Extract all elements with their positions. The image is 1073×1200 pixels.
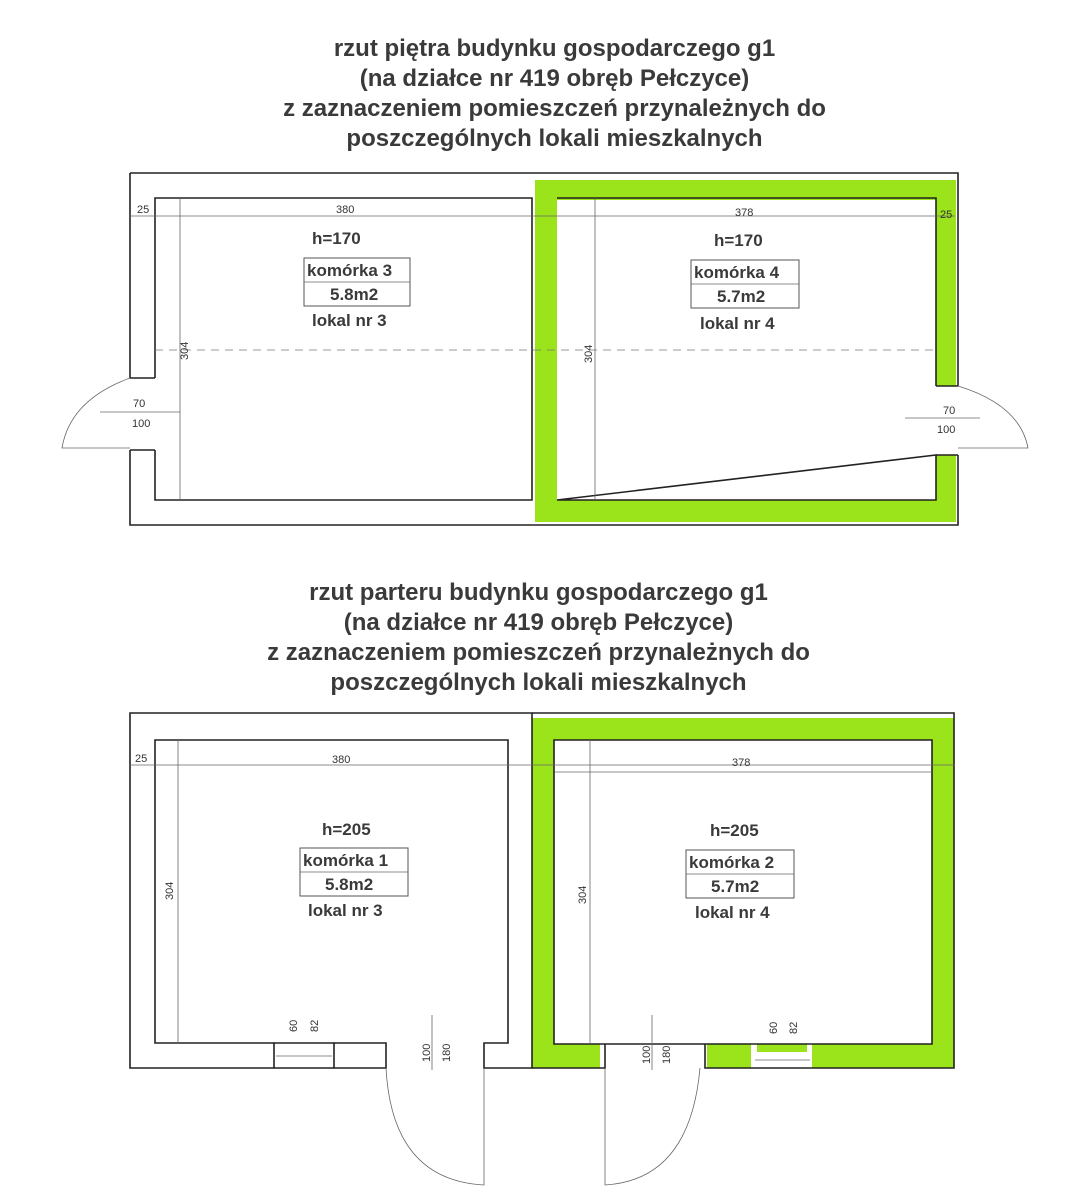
- upper-dim-left-door-w: 70: [133, 398, 146, 410]
- lower-left-door-swing: [386, 1068, 484, 1185]
- upper-left-door-swing: [62, 378, 130, 448]
- lower-dim-left-depth: 304: [164, 881, 176, 900]
- upper-dim-right-depth: 304: [583, 344, 595, 363]
- lower-dim-left-window-b: 82: [309, 1019, 321, 1032]
- upper-title-line-4: poszczególnych lokali mieszkalnych: [346, 125, 763, 152]
- lower-dim-left-window-a: 60: [288, 1019, 300, 1032]
- upper-room-3-area: 5.8m2: [330, 285, 379, 304]
- lower-title-line-1: rzut parteru budynku gospodarczego g1: [309, 579, 768, 606]
- lower-title-line-3: z zaznaczeniem pomieszczeń przynależnych do: [267, 639, 810, 666]
- lower-dim-right-door-b: 180: [661, 1045, 673, 1064]
- upper-dim-left-width: 380: [336, 204, 355, 216]
- upper-title-line-2: (na działce nr 419 obręb Pełczyce): [359, 65, 750, 92]
- upper-dim-left-wall: 25: [137, 204, 150, 216]
- upper-room-3-unit: lokal nr 3: [312, 311, 387, 330]
- upper-room-4-height: h=170: [714, 231, 763, 250]
- lower-room-1-area: 5.8m2: [325, 875, 374, 894]
- lower-room-1-name: komórka 1: [303, 851, 389, 870]
- upper-room-3-height: h=170: [312, 229, 361, 248]
- upper-room-4-unit: lokal nr 4: [700, 314, 775, 333]
- lower-room-1-unit: lokal nr 3: [308, 901, 383, 920]
- upper-room-3-name: komórka 3: [307, 261, 393, 280]
- upper-dim-right-door-h: 100: [937, 424, 956, 436]
- lower-room-2-name: komórka 2: [689, 853, 775, 872]
- lower-dim-right-door-a: 100: [641, 1045, 653, 1064]
- upper-dim-right-width: 378: [735, 207, 754, 219]
- lower-room-2-height: h=205: [710, 821, 759, 840]
- upper-title-line-1: rzut piętra budynku gospodarczego g1: [333, 35, 776, 62]
- lower-dim-right-window-b: 82: [788, 1021, 800, 1034]
- upper-dim-right-door-w: 70: [943, 405, 956, 417]
- upper-dim-right-wall: 25: [940, 209, 953, 221]
- upper-dim-left-depth: 304: [179, 341, 191, 360]
- upper-room-4-name: komórka 4: [694, 263, 780, 282]
- lower-dim-left-width: 380: [332, 754, 351, 766]
- lower-dim-left-door-a: 100: [421, 1043, 433, 1062]
- lower-room-1-height: h=205: [322, 820, 371, 839]
- lower-room-2-unit: lokal nr 4: [695, 903, 770, 922]
- upper-right-door-swing: [958, 386, 1028, 448]
- lower-dim-right-window-a: 60: [768, 1021, 780, 1034]
- lower-dim-right-width: 378: [732, 757, 751, 769]
- upper-room-4-area: 5.7m2: [717, 287, 766, 306]
- upper-floor-plan: [62, 173, 1028, 525]
- upper-dim-left-door-h: 100: [132, 418, 151, 430]
- lower-floor-plan: [130, 713, 955, 1185]
- lower-dim-left-wall: 25: [135, 753, 148, 765]
- lower-dim-right-depth: 304: [577, 885, 589, 904]
- lower-right-door-swing: [605, 1068, 700, 1185]
- upper-title-line-3: z zaznaczeniem pomieszczeń przynależnych do: [283, 95, 826, 122]
- lower-title-line-4: poszczególnych lokali mieszkalnych: [330, 669, 747, 696]
- lower-room-2-area: 5.7m2: [711, 877, 760, 896]
- lower-dim-left-door-b: 180: [441, 1043, 453, 1062]
- lower-title-line-2: (na działce nr 419 obręb Pełczyce): [343, 609, 734, 636]
